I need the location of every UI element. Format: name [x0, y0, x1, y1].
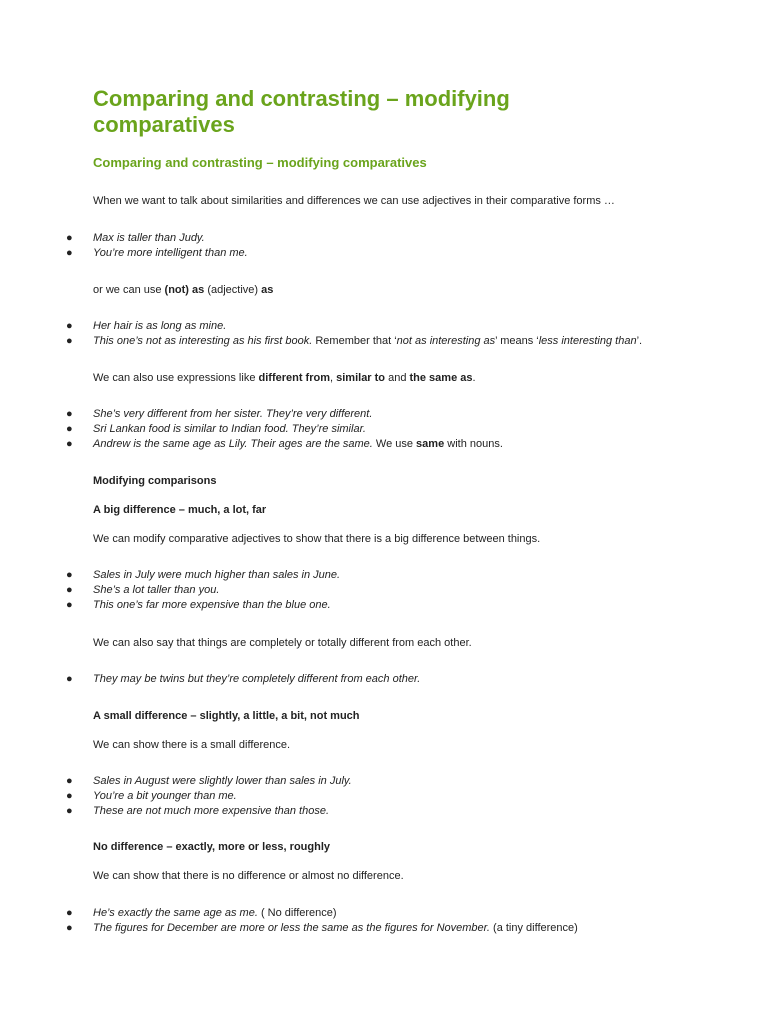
bullet-list-completely: [0, 672, 768, 687]
list-item: [0, 583, 768, 598]
keyword: the same as: [409, 372, 473, 384]
list-item: [0, 774, 768, 789]
list-item: [0, 789, 768, 804]
bullet-icon: ●: [66, 907, 73, 919]
list-item: [0, 334, 768, 349]
example-text: less interesting than: [538, 335, 637, 347]
bullet-list-comparatives: [0, 231, 768, 261]
bullet-icon: ●: [66, 922, 73, 934]
example-text: The figures for December are more or less the same as the figures for November.: [93, 922, 490, 934]
example-text: This one’s not as interesting as his first book.: [93, 335, 313, 347]
bullet-icon: ●: [66, 805, 73, 817]
text-run: ’.: [636, 335, 643, 347]
bullet-list-no-difference: [0, 906, 768, 936]
list-item: [0, 906, 768, 921]
example-text: not as interesting as: [396, 335, 496, 347]
example-text: You’re more intelligent than me.: [93, 247, 248, 259]
bullet-icon: ●: [66, 423, 73, 435]
example-text: These are not much more expensive than those.: [93, 805, 330, 817]
bullet-icon: ●: [66, 775, 73, 787]
text-run: ( No difference): [257, 907, 337, 919]
heading-no-difference: No difference – exactly, more or less, roughly: [93, 841, 330, 853]
section-title: Comparing and contrasting – modifying comparatives: [93, 155, 427, 170]
bullet-icon: ●: [66, 320, 73, 332]
list-item: [0, 231, 768, 246]
small-difference-paragraph: We can show there is a small difference.: [93, 739, 291, 751]
list-item: [0, 804, 768, 819]
example-text: Sales in July were much higher than sales in June.: [93, 569, 341, 581]
bullet-icon: ●: [66, 673, 73, 685]
example-text: Her hair is as long as mine.: [93, 320, 227, 332]
keyword: similar to: [336, 372, 386, 384]
heading-modifying-comparisons: Modifying comparisons: [93, 475, 217, 487]
heading-big-difference: A big difference – much, a lot, far: [93, 504, 267, 516]
bullet-icon: ●: [66, 790, 73, 802]
intro-paragraph: When we want to talk about similarities and differences we can use adjectives in their comparative forms …: [93, 195, 615, 207]
bullet-list-as: [0, 319, 768, 349]
list-item: [0, 598, 768, 613]
list-item: [0, 921, 768, 936]
list-item: [0, 319, 768, 334]
keyword: (not) as: [164, 284, 205, 296]
list-item: [0, 407, 768, 422]
completely-different-paragraph: We can also say that things are completely or totally different from each other.: [93, 637, 472, 649]
text-run: We can also use expressions like: [93, 372, 259, 384]
keyword: same: [416, 438, 445, 450]
list-item: [0, 422, 768, 437]
bullet-icon: ●: [66, 335, 73, 347]
no-difference-paragraph: We can show that there is no difference or almost no difference.: [93, 870, 404, 882]
text-run: with nouns.: [444, 438, 503, 450]
page-title: Comparing and contrasting – modifying comparatives: [93, 86, 510, 137]
example-text: She’s a lot taller than you.: [93, 584, 220, 596]
text-run: and: [385, 372, 410, 384]
heading-small-difference: A small difference – slightly, a little, a bit, not much: [93, 710, 360, 722]
bullet-icon: ●: [66, 599, 73, 611]
text-run: ’ means ‘: [495, 335, 539, 347]
example-text: She’s very different from her sister. They’re very different.: [93, 408, 373, 420]
list-item: [0, 568, 768, 583]
example-text: Andrew is the same age as Lily. Their ages are the same.: [93, 438, 373, 450]
bullet-icon: ●: [66, 408, 73, 420]
list-item: [0, 672, 768, 687]
example-text: Sales in August were slightly lower than sales in July.: [93, 775, 352, 787]
text-run: Remember that ‘: [312, 335, 397, 347]
text-run: (adjective): [204, 284, 262, 296]
keyword: different from: [258, 372, 330, 384]
text-run: or we can use: [93, 284, 165, 296]
text-run: ,: [330, 372, 337, 384]
text-run: .: [472, 372, 476, 384]
example-text: Max is taller than Judy.: [93, 232, 205, 244]
bullet-list-expressions: [0, 407, 768, 452]
example-text: They may be twins but they’re completely different from each other.: [93, 673, 421, 685]
bullet-list-big-difference: [0, 568, 768, 613]
list-item: [0, 437, 768, 452]
example-text: You’re a bit younger than me.: [93, 790, 237, 802]
example-text: Sri Lankan food is similar to Indian food. They’re similar.: [93, 423, 366, 435]
example-text: He’s exactly the same age as me.: [93, 907, 258, 919]
text-run: (a tiny difference): [489, 922, 578, 934]
keyword: as: [261, 284, 274, 296]
list-item: [0, 246, 768, 261]
bullet-icon: ●: [66, 247, 73, 259]
bullet-icon: ●: [66, 232, 73, 244]
big-difference-paragraph: We can modify comparative adjectives to show that there is a big difference between things.: [93, 533, 541, 545]
bullet-icon: ●: [66, 438, 73, 450]
bullet-icon: ●: [66, 569, 73, 581]
bullet-list-small-difference: [0, 774, 768, 819]
text-run: We use: [372, 438, 417, 450]
example-text: This one’s far more expensive than the blue one.: [93, 599, 331, 611]
expressions-paragraph: [93, 371, 476, 386]
bullet-icon: ●: [66, 584, 73, 596]
as-paragraph: [93, 283, 273, 298]
